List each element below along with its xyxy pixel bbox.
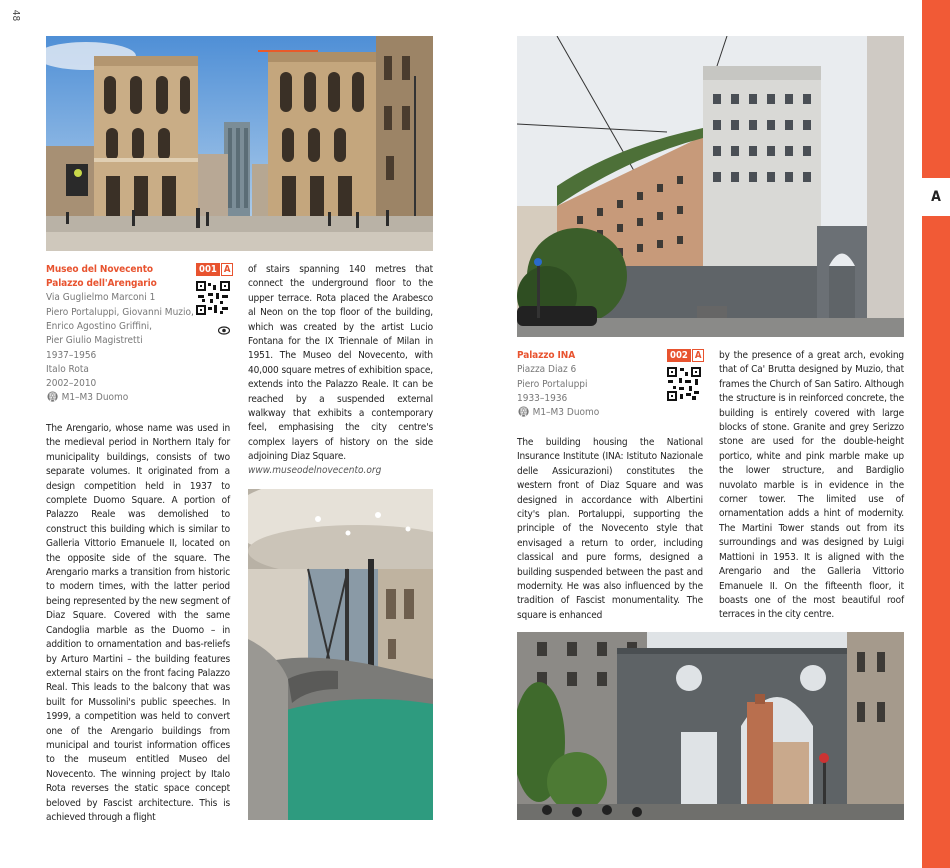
entry1-title-line1[interactable]: Museo del Novecento [46, 264, 153, 275]
entry2-metro-row [517, 406, 707, 420]
arengario-photo [46, 36, 433, 251]
entry2-body-col2: by the presence of a great arch, evoking that of Ca' Brutta designed by Muzio, that frames the Church of San Satiro. Although the structure is in reinforced concrete, the building is entirely covered with large blocks of stone. Granite and grey Serizzo stone are used for the double-height portico, white and pink marble make up the lower structure, and Bardiglio nuvolato marble is in evidence in the corner tower. The limited use of ornamentation adds a hint of modernity. The Martini Tower stands out from its surroundings and was designed by Luigi Mattioni in 1953. It is aligned with the Arengario and the Galleria Vittorio Emanuele II. On the fifteenth floor, it boasts one of the most beautiful roof terraces in the city centre. [719, 350, 904, 621]
entry1-metro: M1–M3 Duomo [61, 392, 129, 404]
entry1-architects-line2: Enrico Agostino Griffini, [46, 321, 152, 332]
entry2-title[interactable]: Palazzo INA [517, 350, 576, 361]
entry2-years: 1933–1936 [517, 392, 568, 404]
page-number-left: 48 [10, 9, 22, 22]
eye-icon [218, 320, 230, 329]
entry1-qr-code-icon[interactable] [196, 281, 230, 315]
entry1-letter: A [221, 263, 234, 276]
entry2-address: Piazza Diaz 6 [517, 364, 577, 376]
arch-photo [517, 632, 904, 820]
museum-interior-photo [248, 489, 433, 820]
entry1-address: Via Guglielmo Marconi 1 [46, 292, 156, 304]
metro-icon: 🚇︎ [517, 407, 530, 419]
entry1-body-col1: The Arengario, whose name was used in the medieval period in Northern Italy for municipality buildings, consists of two separate volumes. It originated from a design competition held in 1937 to complete Duomo Square. A portion of Palazzo Reale was demolished to construct this building which is similar to Galleria Vittorio Emanuele II, located on the opposite side of the square. The Arengario marks a transition from historic to modern times, with the latter period being represented by the new segment of Diaz Square. Covered with the same Candoglia marble as the Duomo – in addition to ornamentation and bas-reliefs by Arturo Martini – the building features external stairs on the front facing Palazzo Real. This leads to the balcony that was built for Mussolini's public speeches. In 1999, a competition was held to convert one of the Arengario buildings from municipal and tourist information offices to the museum entitled Museo del Novecento. The winning project by Italo Rota reverses the static space concept beloved by Fascist architecture. This is achieved through a flight [46, 423, 230, 823]
sidebar-strip-bottom [922, 216, 950, 868]
entry2-letter: A [692, 349, 705, 362]
entry1-title-line2[interactable]: Palazzo dell'Arengario [46, 278, 157, 290]
entry2-number: 002 [667, 349, 691, 362]
entry1-architect2: Italo Rota [46, 363, 89, 375]
entry1-years1: 1937–1956 [46, 349, 97, 361]
entry2-metro: M1–M3 Duomo [532, 407, 600, 419]
entry2-qr-code-icon[interactable] [667, 367, 701, 401]
palazzo-ina-photo [517, 36, 904, 337]
metro-icon: 🚇︎ [46, 392, 59, 404]
entry1-body-col2: of stairs spanning 140 metres that connect the underground floor to the upper terrace. Rota placed the Arabesco al Neon on the top floor of the building, which was created by the artist Lucio Fontana for the IX Triennale of Milan in 1951. The Museo del Novecento, with 40,000 square metres of exhibition space, extends into the Palazzo Reale. It can be reached by a suspended external walkway that exhibits a contemporary feel, emphasising the city centre's complex layers of history on the side adjoining Diaz Square. [248, 264, 433, 463]
entry1-badge [196, 263, 233, 276]
entry2-architect: Piero Portaluppi [517, 378, 588, 390]
sidebar-strip-top [922, 0, 950, 178]
entry1-architects-line1: Piero Portaluppi, Giovanni Muzio, [46, 306, 194, 318]
entry2-body-col1: The building housing the National Insurance Institute (INA: Istituto Nazionale delle Assicurazioni) constitutes the western front of Diaz Square and was designed in accordance with Albertini city's plan. Portaluppi, supporting the principle of the Novecento style that envisaged a return to order, including classical and pure forms, designed a building suspended between the past and modernity. He was also influenced by the tradition of Fascist monumentality. The square is enhanced [517, 437, 703, 621]
entry1-website-link[interactable]: www.museodelnovecento.org [248, 465, 382, 476]
section-tab[interactable]: A [922, 178, 950, 216]
entry1-metro-row [46, 391, 236, 405]
entry1-years2: 2002–2010 [46, 378, 97, 390]
entry2-badge [667, 349, 704, 362]
entry1-architects-line3: Pier Giulio Magistretti [46, 335, 143, 347]
entry1-number: 001 [196, 263, 220, 276]
